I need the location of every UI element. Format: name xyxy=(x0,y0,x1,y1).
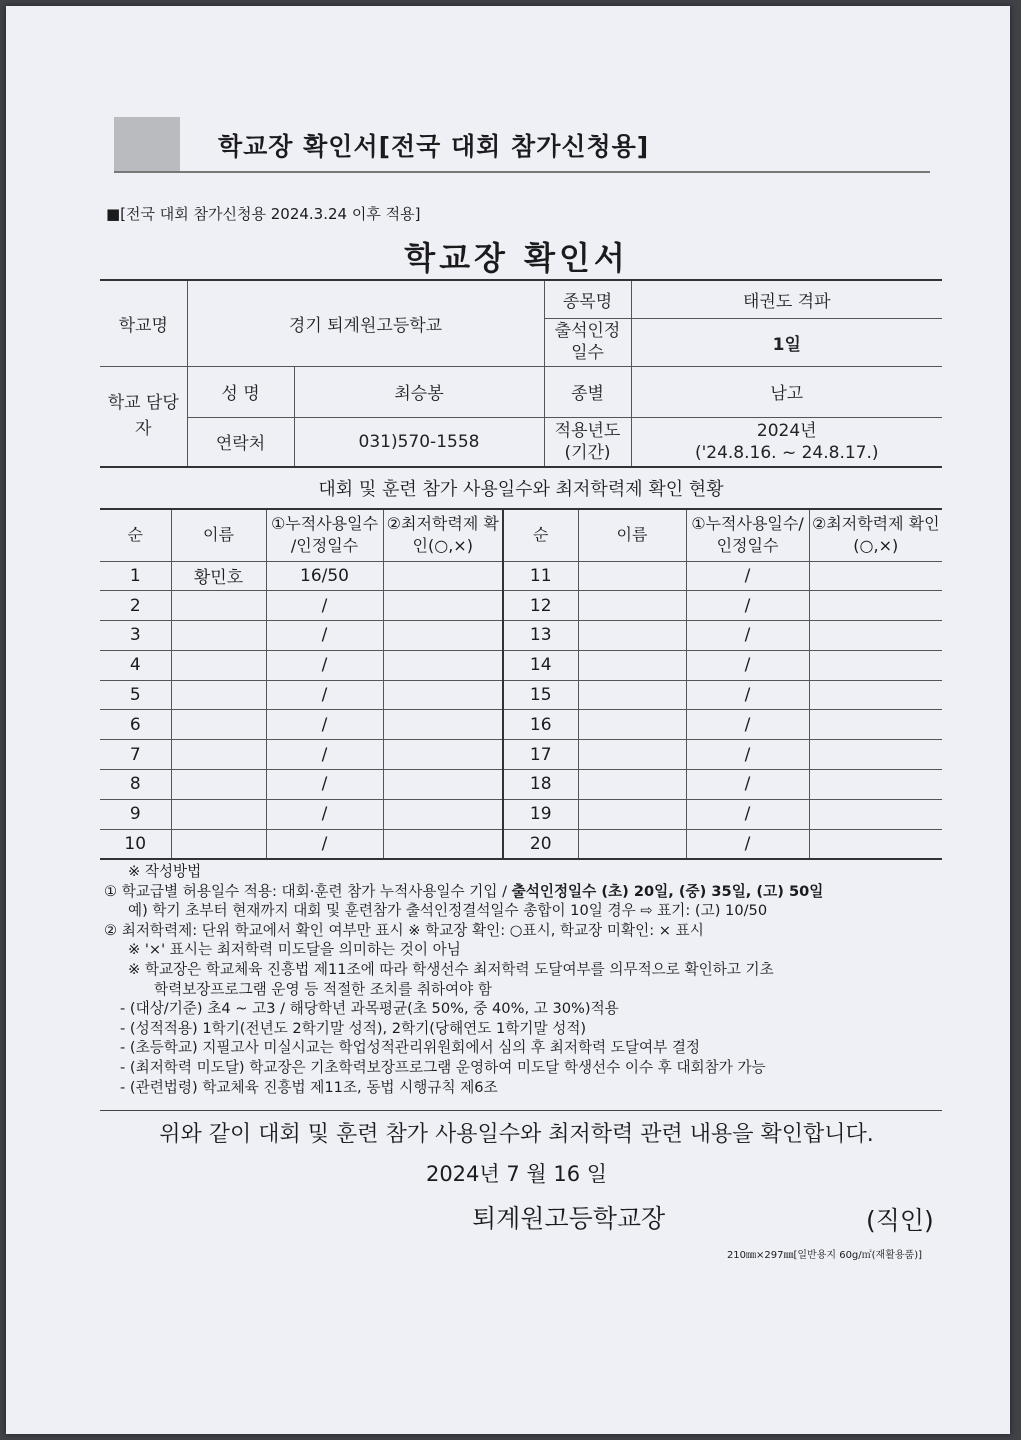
row-name-left xyxy=(171,650,266,680)
row-no-left: 6 xyxy=(100,710,171,740)
row-check-right xyxy=(809,591,942,621)
row-days-left: / xyxy=(266,799,383,829)
row-no-left: 10 xyxy=(100,829,171,859)
closing-divider xyxy=(100,1110,942,1111)
table-row xyxy=(100,770,942,800)
row-days-left: / xyxy=(266,621,383,651)
row-name-left xyxy=(171,740,266,770)
row-name-left: 황민호 xyxy=(171,561,266,591)
row-check-right xyxy=(809,621,942,651)
row-name-right xyxy=(578,770,686,800)
note-elementary: - (초등학교) 지필고사 미실시교는 학업성적관리위원회에서 심의 후 최저학력 도달여부 결정 xyxy=(120,1039,701,1057)
row-check-left xyxy=(383,710,503,740)
row-days-right: / xyxy=(686,650,809,680)
row-no-left: 7 xyxy=(100,740,171,770)
row-name-left xyxy=(171,829,266,859)
row-days-right: / xyxy=(686,799,809,829)
row-name-left xyxy=(171,799,266,829)
row-days-left: / xyxy=(266,591,383,621)
row-name-right xyxy=(578,591,686,621)
row-name-left xyxy=(171,680,266,710)
note-law: - (관련법령) 학교체육 진흥법 제11조, 동법 시행규칙 제6조 xyxy=(120,1078,498,1096)
row-no-left: 4 xyxy=(100,650,171,680)
row-no-right: 12 xyxy=(503,591,578,621)
row-no-left: 1 xyxy=(100,561,171,591)
event-label: 종목명 xyxy=(544,280,631,318)
row-name-right xyxy=(578,799,686,829)
table-row xyxy=(100,591,942,621)
row-no-right: 14 xyxy=(503,650,578,680)
row-no-right: 11 xyxy=(503,561,578,591)
row-check-left xyxy=(383,680,503,710)
table-row xyxy=(100,710,942,740)
school-label: 학교명 xyxy=(100,280,187,366)
row-days-right: / xyxy=(686,621,809,651)
note-2-duty-cont: 학력보장프로그램 운영 등 적절한 조치를 취하여야 함 xyxy=(154,980,492,998)
row-no-right: 17 xyxy=(503,740,578,770)
year-cell xyxy=(631,417,942,467)
table-row xyxy=(100,829,942,859)
table-row xyxy=(100,561,942,591)
table-row xyxy=(100,680,942,710)
apply-note: ■[전국 대회 참가신청용 2024.3.24 이후 적용] xyxy=(106,205,421,223)
row-days-right: / xyxy=(686,591,809,621)
row-days-left: / xyxy=(266,710,383,740)
row-no-left: 2 xyxy=(100,591,171,621)
row-name-right xyxy=(578,621,686,651)
note-1-text: ① 학교급별 허용일수 적용: 대회·훈련 참가 누적사용일수 기입 / xyxy=(104,882,512,900)
row-no-left: 5 xyxy=(100,680,171,710)
row-name-right xyxy=(578,710,686,740)
contact-value: 031)570-1558 xyxy=(294,417,544,467)
row-no-right: 18 xyxy=(503,770,578,800)
table-row xyxy=(100,650,942,680)
row-no-right: 19 xyxy=(503,799,578,829)
row-name-left xyxy=(171,621,266,651)
col-check-right: ②최저학력제 확인(○,×) xyxy=(809,509,942,561)
attend-value: 1일 xyxy=(631,318,942,366)
row-check-right xyxy=(809,770,942,800)
row-days-left: / xyxy=(266,650,383,680)
row-check-left xyxy=(383,650,503,680)
table-row xyxy=(100,621,942,651)
official-seal-label: (직인) xyxy=(866,1206,934,1235)
row-name-left xyxy=(171,591,266,621)
col-name-left: 이름 xyxy=(171,509,266,561)
row-name-right xyxy=(578,680,686,710)
row-days-left: / xyxy=(266,740,383,770)
row-check-right xyxy=(809,710,942,740)
row-no-right: 20 xyxy=(503,829,578,859)
notes-section xyxy=(104,862,944,1097)
row-days-right: / xyxy=(686,680,809,710)
row-days-right: / xyxy=(686,740,809,770)
event-value: 태권도 격파 xyxy=(631,280,942,318)
row-check-left xyxy=(383,561,503,591)
row-no-right: 15 xyxy=(503,680,578,710)
paper-spec: 210㎜×297㎜[일반용지 60g/㎡(재활용품)] xyxy=(726,1250,922,1261)
col-check-left: ②최저학력제 확인(○,×) xyxy=(383,509,503,561)
attend-label: 출석인정 일수 xyxy=(544,318,631,366)
col-days-right: ①누적사용일수/ 인정일수 xyxy=(686,509,809,561)
category-label: 종별 xyxy=(544,366,631,417)
year-value: 2024년 xyxy=(756,420,817,441)
row-days-right: / xyxy=(686,561,809,591)
row-check-left xyxy=(383,770,503,800)
row-check-left xyxy=(383,591,503,621)
row-check-left xyxy=(383,829,503,859)
row-check-right xyxy=(809,799,942,829)
table-row xyxy=(100,799,942,829)
header-title: 학교장 확인서[전국 대회 참가신청용] xyxy=(218,132,650,161)
staff-label: 학교 담당자 xyxy=(100,366,187,467)
col-no-right: 순 xyxy=(503,509,578,561)
row-name-right xyxy=(578,561,686,591)
closing-statement: 위와 같이 대회 및 훈련 참가 사용일수와 최저학력 관련 내용을 확인합니다. xyxy=(159,1122,874,1147)
note-grades: - (성적적용) 1학기(전년도 2학기말 성적), 2학기(당해연도 1학기말 성적) xyxy=(120,1019,587,1037)
col-no-left: 순 xyxy=(100,509,171,561)
row-name-right xyxy=(578,829,686,859)
name-label: 성 명 xyxy=(187,366,294,417)
row-name-left xyxy=(171,770,266,800)
status-title: 대회 및 훈련 참가 사용일수와 최저학력제 확인 현황 xyxy=(318,479,724,500)
row-no-right: 13 xyxy=(503,621,578,651)
category-value: 남고 xyxy=(631,366,942,417)
row-name-right xyxy=(578,740,686,770)
row-no-left: 8 xyxy=(100,770,171,800)
row-check-left xyxy=(383,740,503,770)
main-title: 학교장 확인서 xyxy=(404,239,629,277)
row-check-right xyxy=(809,561,942,591)
note-2-remark: ※ '×' 표시는 최저학력 미도달을 의미하는 것이 아님 xyxy=(128,941,461,959)
contact-label: 연락처 xyxy=(187,417,294,467)
note-1-example: 예) 학기 초부터 현재까지 대회 및 훈련참가 출석인정결석일수 총합이 10일 경우 ⇨ 표기: (고) 10/50 xyxy=(128,902,768,920)
row-check-right xyxy=(809,650,942,680)
row-check-right xyxy=(809,680,942,710)
school-value: 경기 퇴계원고등학교 xyxy=(187,280,544,366)
row-days-right: / xyxy=(686,710,809,740)
note-2-duty: ※ 학교장은 학교체육 진흥법 제11조에 따라 학생선수 최저학력 도달여부를 의무적으로 확인하고 기초 xyxy=(128,960,774,978)
row-days-right: / xyxy=(686,770,809,800)
row-days-left: / xyxy=(266,680,383,710)
row-check-right xyxy=(809,740,942,770)
row-no-right: 16 xyxy=(503,710,578,740)
status-grid xyxy=(100,508,942,860)
note-1-bold: 출석인정일수 (초) 20일, (중) 35일, (고) 50일 xyxy=(511,882,824,900)
row-check-left xyxy=(383,799,503,829)
row-days-left: / xyxy=(266,770,383,800)
year-label: 적용년도 (기간) xyxy=(544,417,631,467)
grid-body xyxy=(100,561,942,859)
row-check-right xyxy=(809,829,942,859)
col-name-right: 이름 xyxy=(578,509,686,561)
note-target: - (대상/기준) 초4 ~ 고3 / 해당학년 과목평균(초 50%, 중 40%, 고 30%)적용 xyxy=(120,1000,619,1018)
col-days-left: ①누적사용일수 /인정일수 xyxy=(266,509,383,561)
name-value: 최승봉 xyxy=(294,366,544,417)
note-2: ② 최저학력제: 단위 학교에서 확인 여부만 표시 ※ 학교장 확인: ○표시, 학교장 미확인: × 표시 xyxy=(104,921,704,939)
document-page xyxy=(6,6,1010,1434)
table-row xyxy=(100,740,942,770)
note-below-min: - (최저학력 미도달) 학교장은 기초학력보장프로그램 운영하여 미도달 학생선수 이수 후 대회참가 가능 xyxy=(120,1058,766,1076)
row-check-left xyxy=(383,621,503,651)
row-name-left xyxy=(171,710,266,740)
row-days-left: 16/50 xyxy=(266,561,383,591)
info-table xyxy=(100,279,942,468)
notes-heading: ※ 작성방법 xyxy=(128,863,202,880)
row-no-left: 3 xyxy=(100,621,171,651)
header-gray-block xyxy=(114,117,180,171)
row-days-right: / xyxy=(686,829,809,859)
principal-title: 퇴계원고등학교장 xyxy=(472,1204,666,1233)
row-name-right xyxy=(578,650,686,680)
note-1 xyxy=(104,882,944,902)
issue-date: 2024년 7 월 16 일 xyxy=(425,1162,608,1186)
row-no-left: 9 xyxy=(100,799,171,829)
period-value: ('24.8.16. ~ 24.8.17.) xyxy=(694,442,879,463)
row-days-left: / xyxy=(266,829,383,859)
